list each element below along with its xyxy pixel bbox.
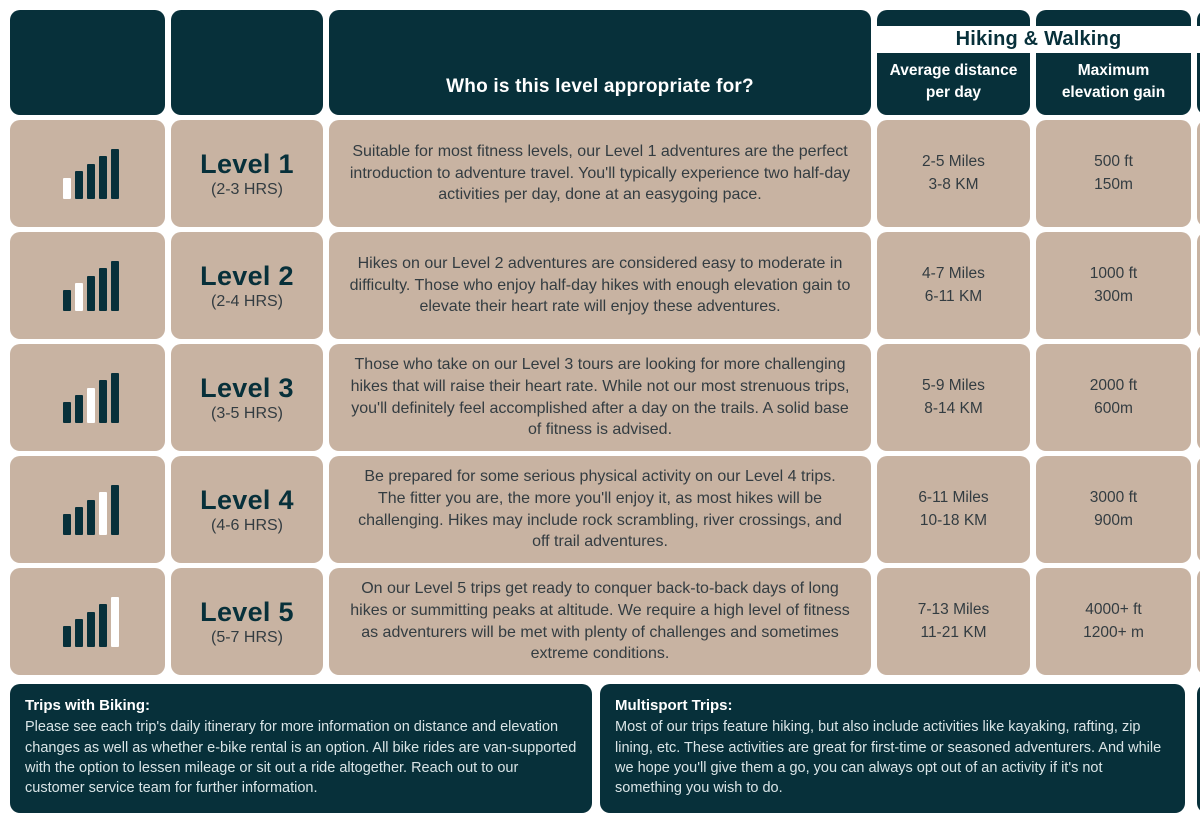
level-2-name-cell: [171, 232, 323, 339]
distance-miles: 5-9 Miles: [922, 377, 985, 395]
multisport-note: [600, 684, 1185, 813]
distance-miles: 2-5 Miles: [922, 153, 985, 171]
bar-3: [87, 276, 95, 311]
distance-miles: 6-11 Miles: [918, 489, 989, 507]
level-1-elevation-cell: [1036, 120, 1191, 227]
bar-2: [75, 619, 83, 647]
elevation-label-line2: elevation gain: [1061, 83, 1166, 101]
multisport-note-body: Most of our trips feature hiking, but also include activities like kayaking, rafting, zip lining, etc. These activities are great for first-time or seasoned adventurers. And while we hope you'll give them a go, you can always opt out of an activity if it's not something you wish to do.: [615, 719, 1162, 797]
bar-4: [99, 268, 107, 311]
level-hours: (2-4 HRS): [210, 292, 283, 310]
level-hours: (2-3 HRS): [210, 180, 283, 198]
level-4-description-cell: [329, 456, 871, 563]
distance-km: 10-18 KM: [919, 511, 988, 529]
level-1-name-cell: [171, 120, 323, 227]
distance-label-line1: Average distance: [889, 62, 1018, 80]
elevation-m: 900m: [1094, 511, 1133, 529]
bar-3: [87, 612, 95, 647]
bar-3: [87, 164, 95, 199]
elevation-label-line1: Maximum: [1077, 62, 1150, 80]
level-description: On our Level 5 trips get ready to conquer back-to-back days of long hikes or summitting peaks at altitude. We require a high level of fitness as adventurers will be met with plenty of challenges and sometimes extreme conditions.: [350, 580, 850, 663]
biking-note: [10, 684, 592, 813]
distance-km: 3-8 KM: [928, 175, 979, 193]
header-spacer-level-col: [171, 10, 323, 115]
level-4-icon-cell: [10, 456, 165, 563]
level-3-distance-cell: [877, 344, 1030, 451]
bar-5: [111, 597, 119, 647]
level-5-name-cell: [171, 568, 323, 675]
elevation-ft: 3000 ft: [1089, 489, 1138, 507]
level-1-description-cell: [329, 120, 871, 227]
bar-2: [75, 171, 83, 199]
bar-3: [87, 500, 95, 535]
level-description: Be prepared for some serious physical activity on our Level 4 trips. The fitter you are, the more you'll enjoy it, as most hikes will be challenging. Hikes may include rock scrambling, river crossings, and off trail adventures.: [358, 468, 842, 551]
bar-1: [63, 402, 71, 423]
header-who-cell: [329, 10, 871, 115]
distance-miles: 7-13 Miles: [917, 601, 990, 619]
bar-4: [99, 492, 107, 535]
distance-label-line2: per day: [925, 83, 982, 101]
biking-note-title: Trips with Biking:: [25, 697, 151, 714]
bar-2: [75, 507, 83, 535]
elevation-m: 300m: [1094, 287, 1133, 305]
bar-5: [111, 261, 119, 311]
level-5-icon-cell: [10, 568, 165, 675]
bar-2: [75, 283, 83, 311]
level-3-name-cell: [171, 344, 323, 451]
elevation-ft: 2000 ft: [1089, 377, 1138, 395]
bar-1: [63, 290, 71, 311]
level-5-distance-cell: [877, 568, 1030, 675]
levels-table: [10, 10, 1200, 675]
level-description: Hikes on our Level 2 adventures are considered easy to moderate in difficulty. Those who enjoy half-day hikes with enough elevation gain to elevate their heart rate will enjoy these adventures.: [349, 254, 851, 316]
footer-notes: [10, 684, 1185, 813]
elevation-ft: 1000 ft: [1089, 265, 1138, 283]
bar-4: [99, 380, 107, 423]
bar-1: [63, 178, 71, 199]
level-1-distance-cell: [877, 120, 1030, 227]
activity-level-1-icon: [57, 149, 119, 199]
level-description: Those who take on our Level 3 tours are looking for more challenging hikes that will raise their heart rate. While not our most strenuous trips, you'll definitely feel accomplished after a day on the trails. A solid base of fitness is advised.: [350, 356, 850, 439]
elevation-ft: 4000+ ft: [1085, 601, 1142, 619]
level-3-elevation-cell: [1036, 344, 1191, 451]
level-3-icon-cell: [10, 344, 165, 451]
elevation-ft: 500 ft: [1094, 153, 1133, 171]
level-2-elevation-cell: [1036, 232, 1191, 339]
bar-5: [111, 373, 119, 423]
level-description: Suitable for most fitness levels, our Level 1 adventures are the perfect introduction to adventure travel. You'll typically experience two half-day activities per day, done at an easygoing pace.: [349, 142, 851, 204]
bar-5: [111, 149, 119, 199]
level-name: Level 5: [200, 596, 294, 627]
activity-level-3-icon: [57, 373, 119, 423]
level-name: Level 4: [200, 484, 294, 515]
hiking-walking-banner: [877, 26, 1200, 53]
level-name: Level 2: [200, 260, 294, 291]
elevation-m: 1200+ m: [1083, 623, 1144, 641]
hiking-walking-title: Hiking & Walking: [955, 28, 1122, 50]
level-name: Level 1: [200, 148, 294, 179]
distance-km: 8-14 KM: [924, 399, 983, 417]
distance-miles: 4-7 Miles: [922, 265, 985, 283]
bar-1: [63, 514, 71, 535]
bar-1: [63, 626, 71, 647]
header-spacer-icon-col: [10, 10, 165, 115]
elevation-m: 150m: [1094, 175, 1133, 193]
who-title: Who is this level appropriate for?: [446, 76, 754, 97]
level-3-description-cell: [329, 344, 871, 451]
level-1-icon-cell: [10, 120, 165, 227]
bar-4: [99, 156, 107, 199]
multisport-note-title: Multisport Trips:: [615, 697, 733, 714]
level-5-description-cell: [329, 568, 871, 675]
distance-km: 11-21 KM: [920, 623, 987, 641]
activity-level-4-icon: [57, 485, 119, 535]
level-hours: (3-5 HRS): [210, 404, 283, 422]
level-hours: (4-6 HRS): [210, 516, 283, 534]
distance-km: 6-11 KM: [924, 287, 983, 305]
bar-4: [99, 604, 107, 647]
activity-level-2-icon: [57, 261, 119, 311]
level-hours: (5-7 HRS): [210, 628, 283, 646]
level-name: Level 3: [200, 372, 294, 403]
bar-3: [87, 388, 95, 423]
biking-note-body: Please see each trip's daily itinerary for more information on distance and elevation changes as well as whether e-bike rental is an option. All bike rides are van-supported with the option to lessen mileage or sit out a ride altogether. Reach out to our customer service team for further information.: [25, 719, 577, 797]
level-2-description-cell: [329, 232, 871, 339]
activity-level-5-icon: [57, 597, 119, 647]
bar-5: [111, 485, 119, 535]
level-4-distance-cell: [877, 456, 1030, 563]
level-2-icon-cell: [10, 232, 165, 339]
level-4-name-cell: [171, 456, 323, 563]
level-2-distance-cell: [877, 232, 1030, 339]
bar-2: [75, 395, 83, 423]
level-4-elevation-cell: [1036, 456, 1191, 563]
elevation-m: 600m: [1094, 399, 1133, 417]
level-5-elevation-cell: [1036, 568, 1191, 675]
